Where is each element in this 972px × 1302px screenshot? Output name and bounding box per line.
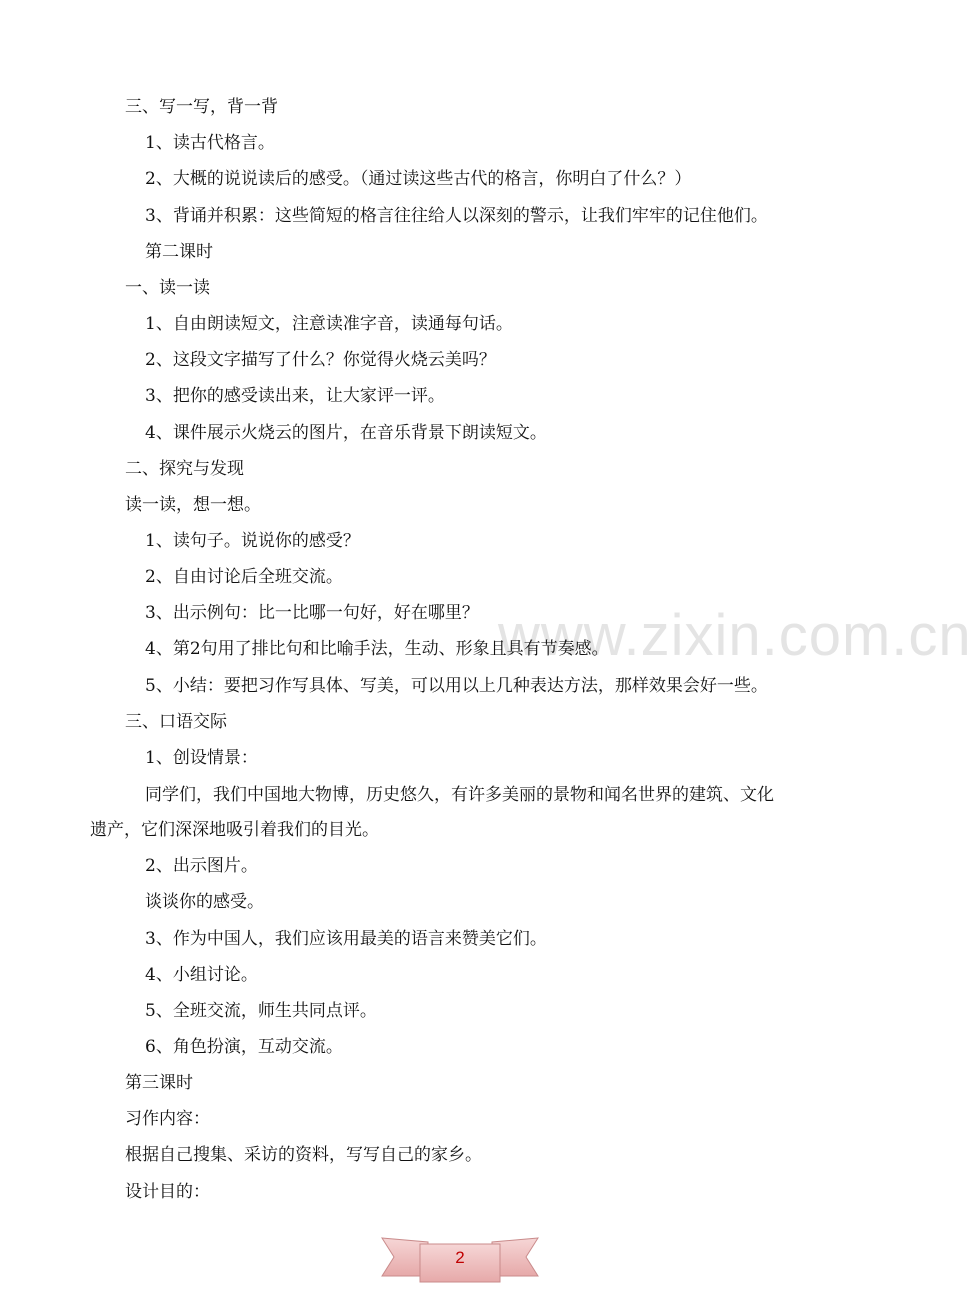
watermark: www.zixin.com.cn <box>498 603 972 668</box>
text-line: 遗产，它们深深地吸引着我们的目光。 <box>90 820 379 840</box>
text-line: 习作内容： <box>125 1109 210 1129</box>
text-line: 2、大概的说说读后的感受。（通过读这些古代的格言，你明白了什么？） <box>145 169 692 189</box>
section-heading: 三、口语交际 <box>125 712 227 732</box>
text-line: 1、自由朗读短文，注意读准字音，读通每句话。 <box>145 314 513 334</box>
text-line: 根据自己搜集、采访的资料，写写自己的家乡。 <box>125 1145 482 1165</box>
section-heading: 二、探究与发现 <box>125 459 244 479</box>
text-line: 3、把你的感受读出来，让大家评一评。 <box>145 386 445 406</box>
text-line: 设计目的： <box>125 1182 210 1202</box>
text-line: 4、课件展示火烧云的图片，在音乐背景下朗读短文。 <box>145 423 547 443</box>
text-line: 1、创设情景： <box>145 748 258 768</box>
text-line: 1、读句子。说说你的感受？ <box>145 531 360 551</box>
text-line: 1、读古代格言。 <box>145 133 275 153</box>
text-line: 3、作为中国人，我们应该用最美的语言来赞美它们。 <box>145 929 547 949</box>
text-line: 3、出示例句：比一比哪一句好，好在哪里？ <box>145 603 479 623</box>
lesson-heading: 第二课时 <box>145 242 213 262</box>
text-line: 2、这段文字描写了什么？你觉得火烧云美吗？ <box>145 350 496 370</box>
text-line: 2、自由讨论后全班交流。 <box>145 567 343 587</box>
text-line: 5、小结：要把习作写具体、写美，可以用以上几种表达方法，那样效果会好一些。 <box>145 676 768 696</box>
text-line: 3、背诵并积累：这些简短的格言往往给人以深刻的警示，让我们牢牢的记住他们。 <box>145 206 768 226</box>
text-line: 4、小组讨论。 <box>145 965 258 985</box>
section-heading: 三、写一写，背一背 <box>125 97 278 117</box>
text-line: 6、角色扮演，互动交流。 <box>145 1037 343 1057</box>
text-line: 读一读，想一想。 <box>125 495 261 515</box>
text-line: 2、出示图片。 <box>145 856 258 876</box>
page-number: 2 <box>455 1248 465 1267</box>
text-line: 5、全班交流，师生共同点评。 <box>145 1001 377 1021</box>
text-line: 谈谈你的感受。 <box>145 892 264 912</box>
text-line: 同学们，我们中国地大物博，历史悠久，有许多美丽的景物和闻名世界的建筑、文化 <box>145 785 774 805</box>
lesson-heading: 第三课时 <box>125 1073 193 1093</box>
section-heading: 一、读一读 <box>125 278 210 298</box>
text-line: 4、第2句用了排比句和比喻手法，生动、形象且具有节奏感。 <box>145 639 609 659</box>
